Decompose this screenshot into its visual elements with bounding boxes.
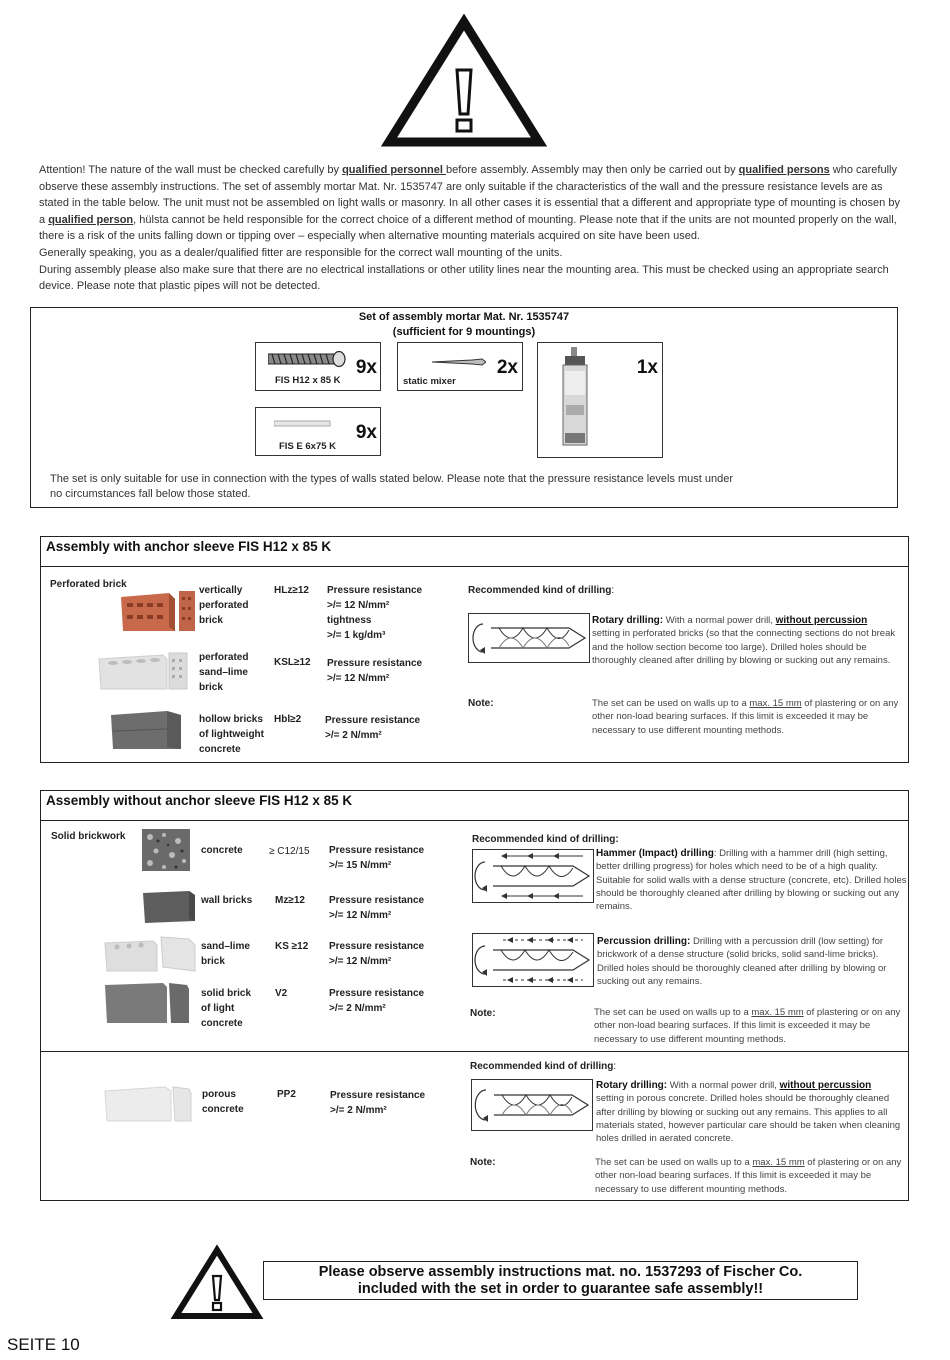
sec2-row3-pressure: Pressure resistance >/= 12 N/mm² <box>329 941 425 967</box>
kit-label-mixer: static mixer <box>403 376 456 387</box>
kit-box <box>30 307 898 508</box>
sec1-row1-name: vertically perforated brick <box>199 585 249 626</box>
sec2-row4-pressure: Pressure resistance >/= 2 N/mm² <box>329 988 425 1014</box>
sec1-note-text: The set can be used on walls up to a max. 15 mm of plastering or on any other non-load bearing surfaces. If this limit is exceeded it may be necessary to use different mounting methods. <box>592 698 899 736</box>
sec3-rec-drilling: Recommended kind of drilling: <box>470 1061 617 1072</box>
kit-title: Set of assembly mortar Mat. Nr. 1535747 <box>358 311 570 323</box>
sec3-note-text: The set can be used on walls up to a max. 15 mm of plastering or on any other non-load bearing surfaces. If this limit is exceeded it may be necessary to use different mounting methods. <box>595 1157 902 1195</box>
sec2-row1-code: ≥ C12/15 <box>269 846 310 857</box>
sec2-note-text: The set can be used on walls up to a max. 15 mm of plastering or on any other non-load bearing surfaces. If this limit is exceeded it may be necessary to use different mounting methods. <box>594 1007 901 1045</box>
sec3-drill-text: Rotary drilling: With a normal power drill, without percussion setting in porous concrete. Drilled holes should be thoroughly cleaned after drilling by blowing or sucking out any remains. This applies to all materials stated, however particular care should be taken when cleaning holes drilled in aerated concrete. <box>596 1080 901 1145</box>
sec2-row3-code: KS ≥12 <box>275 941 309 952</box>
sec2-title: Assembly without anchor sleeve FIS H12 x 85 K <box>46 793 353 808</box>
light-concrete-brick-image <box>103 979 191 1025</box>
sec1-body <box>40 565 909 763</box>
sec2-row4-name: solid brick of light concrete <box>201 988 252 1029</box>
sec1-note-label: Note: <box>468 698 494 709</box>
sec3-pressure: Pressure resistance >/= 2 N/mm² <box>330 1090 426 1116</box>
sec3-code: PP2 <box>277 1089 296 1100</box>
sec3-body <box>40 1051 909 1201</box>
kit-qty-mixer: 2x <box>496 357 518 378</box>
sec2-row2-name: wall bricks <box>201 895 253 906</box>
sec1-rec-drilling: Recommended kind of drilling: <box>468 585 615 596</box>
sec1-category: Perforated brick <box>50 579 127 590</box>
porous-concrete-image <box>103 1083 193 1123</box>
hammer-drill-icon <box>472 849 594 903</box>
kit-item-fis-e <box>255 407 381 456</box>
sec1-row3-code: Hbl≥2 <box>274 714 302 725</box>
sec2-header <box>40 790 909 821</box>
sec2-row1-pressure: Pressure resistance >/= 15 N/mm² <box>329 845 425 871</box>
mortar-cartridge-icon <box>560 347 590 447</box>
anchor-sleeve-icon <box>268 351 348 369</box>
sec2-row3-name: sand–lime brick <box>201 941 250 967</box>
sec1-row3-pressure: Pressure resistance >/= 2 N/mm² <box>325 715 421 741</box>
sec1-row1-code: HLz≥12 <box>274 585 309 596</box>
link-qualified-personnel: qualified personnel <box>342 164 446 176</box>
sec1-row2-pressure: Pressure resistance >/= 12 N/mm² <box>327 658 423 684</box>
sec2-row1-name: concrete <box>201 845 243 856</box>
kit-label-fis-e: FIS E 6x75 K <box>279 441 337 452</box>
sand-lime-brick-image <box>97 649 189 691</box>
sand-lime-solid-brick-image <box>103 933 197 975</box>
sec1-drill-text: Rotary drilling: With a normal power drill, without percussion setting in perforated bricks (so that the connecting sections do not break and the hollow section become too large). Drilled holes should be thoroughly cleaned after drilling by blowing or sucking out any remains. <box>592 615 896 666</box>
fischer-instructions-note: Please observe assembly instructions mat. no. 1537293 of Fischer Co. included with the set in order to guarantee safe assembly!! <box>263 1261 858 1300</box>
intro-responsibility: Generally speaking, you as a dealer/qualified fitter are responsible for the correct wall mounting of the units. <box>39 246 563 259</box>
perforated-brick-image <box>117 587 199 633</box>
rotary-drill-porous-icon <box>471 1079 593 1131</box>
wall-brick-image <box>141 887 197 925</box>
sec3-name: porous concrete <box>202 1089 244 1115</box>
sec2-row2-code: Mz≥12 <box>275 895 305 906</box>
sec1-row1-pressure: Pressure resistance >/= 12 N/mm² tightness >/= 1 kg/dm³ <box>327 585 423 641</box>
sec3-note-label: Note: <box>470 1157 496 1168</box>
kit-qty-cartridge: 1x <box>636 357 658 378</box>
kit-label-anchor: FIS H12 x 85 K <box>275 375 341 386</box>
link-qualified-persons: qualified persons <box>738 164 830 176</box>
sec2-body <box>40 819 909 1052</box>
sec2-row2-pressure: Pressure resistance >/= 12 N/mm² <box>329 895 425 921</box>
sec1-row2-name: perforated sand–lime brick <box>199 652 249 693</box>
warning-triangle-small-icon <box>170 1244 264 1322</box>
kit-item-static-mixer <box>397 342 523 391</box>
fis-e-sleeve-icon <box>274 418 334 428</box>
rotary-drill-icon <box>468 613 590 663</box>
warning-triangle-icon <box>381 14 547 148</box>
sec2-percussion-text: Percussion drilling: Drilling with a percussion drill (low setting) for brickwork of a dense structure (solid bricks, solid sand-lime bricks). Drilled holes should be thoroughly cleaned after drilling by blowing or sucking out any remains. <box>597 936 887 987</box>
percussion-drill-icon <box>472 933 594 987</box>
static-mixer-icon <box>432 357 486 367</box>
sec2-category: Solid brickwork <box>51 831 126 842</box>
sec1-title: Assembly with anchor sleeve FIS H12 x 85 K <box>46 539 332 554</box>
sec2-row4-code: V2 <box>275 988 288 999</box>
kit-note: The set is only suitable for use in connection with the types of walls stated below. Please note that the pressure resistance levels must under no circumstances fall below those stated. <box>50 473 733 500</box>
sec1-header <box>40 536 909 567</box>
kit-item-mortar-cartridge <box>537 342 663 458</box>
kit-qty-fis-e: 9x <box>355 422 377 443</box>
lightweight-concrete-image <box>109 707 185 753</box>
sec2-note-label: Note: <box>470 1008 496 1019</box>
sec2-hammer-text: Hammer (Impact) drilling: Drilling with a hammer drill (high setting, better drilling progress) for holes which need to be of a high quality. Suitable for solid walls with a dense structure (concrete, etc). Drilled holes should be thoroughly cleaned after drilling by blowing or sucking out any remains. <box>596 848 907 913</box>
intro-text: Attention! The nature of the wall must be checked carefully by qualified personnel before assembly. Assembly may then only be carried out by qualified persons who carefully observe these assembly instructions. The set of assembly mortar Mat. Nr. 1535747 are only suitable if the characteristics of the wall and the pressure resistance levels are as stated in the table below. The unit must not be assembled on light walls or masonry. In all other cases it is essential that a different and appropriate type of mounting is chosen by a qualified person, hülsta cannot be held responsible for the correct choice of a different method of mounting. Please note that if the units are not mounted properly on the wall, there is a risk of the units falling down or tipping over – especially when alternative mounting materials acquired on site have been used. Generally speaking, you as a dealer/qualified fitter are responsible for the correct wall mounting of the units. During assembly please also make sure that there are no electrical installations or other utility lines near the mounting area. This must be checked using an appropriate search device. Please note that plastic pipes will not be detected. <box>39 164 900 293</box>
kit-subtitle: (sufficient for 9 mountings) <box>392 325 536 338</box>
sec1-row2-code: KSL≥12 <box>274 657 311 668</box>
link-qualified-person: qualified person <box>48 213 134 226</box>
kit-qty-anchor: 9x <box>355 357 377 378</box>
concrete-image <box>142 829 190 871</box>
kit-item-anchor-sleeve <box>255 342 381 391</box>
page-label: SEITE 10 <box>7 1335 80 1354</box>
sec2-rec-drilling: Recommended kind of drilling: <box>472 834 619 845</box>
intro-utility-lines: During assembly please also make sure that there are no electrical installations or other utility lines near the mounting area. This must be checked using an appropriate search device. Please note that plastic pipes will not be detected. <box>39 263 889 293</box>
sec1-row3-name: hollow bricks of lightweight concrete <box>199 714 264 755</box>
